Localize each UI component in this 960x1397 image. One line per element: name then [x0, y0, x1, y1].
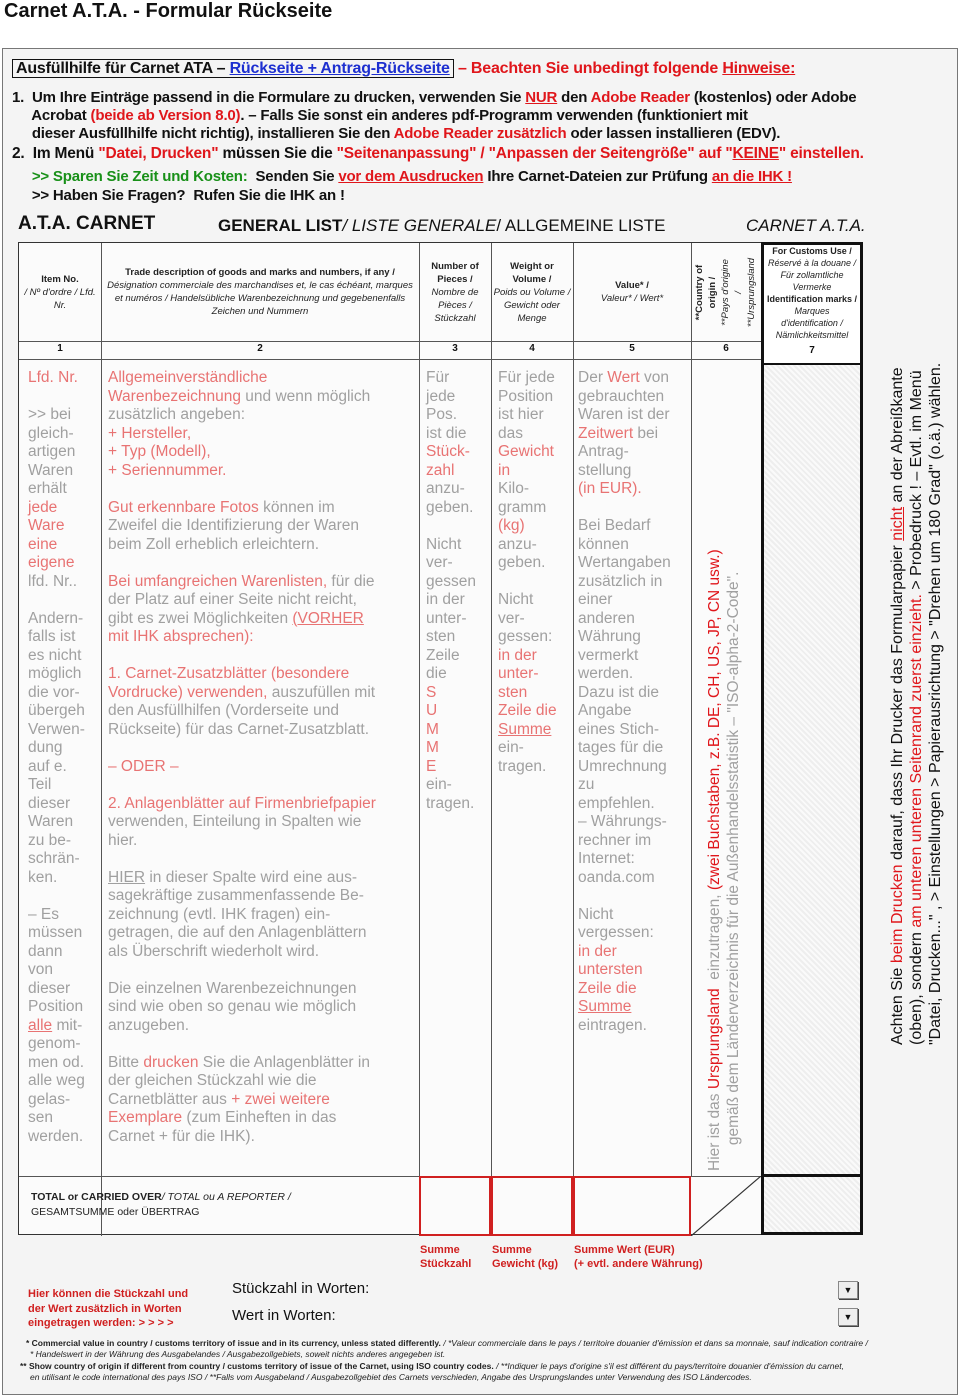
text-run: bei Antrag- stellung [578, 424, 659, 479]
text-run: "Seitenanpassung" / "Anpassen der Seitengröße" auf " [336, 145, 733, 162]
text-run: >> Haben Sie Fragen? Rufen Sie die IHK an ! [12, 187, 345, 204]
text-run: an die IHK ! [711, 168, 792, 185]
text: Trade description of goods and marks and numbers, if any / [125, 267, 395, 278]
sum-weight-label: Summe Gewicht (kg) [492, 1244, 559, 1270]
text-run: verwenden, Einteilung in Spalten wie hier. [108, 813, 362, 849]
footnote-2 [20, 1361, 844, 1371]
sum-pieces-label: Summe Stückzahl [420, 1244, 472, 1270]
printing-side-note [888, 363, 945, 1045]
text-run: Gut erkennbare Fotos [108, 498, 259, 516]
text-run: für die der Platz auf einer Seite nicht reicht, gibt es zwei Möglichkeiten [108, 572, 375, 627]
column-header-3 [419, 243, 491, 341]
instruction-item-2 [12, 145, 864, 163]
column-divider [491, 243, 492, 1236]
customs-use-column [761, 242, 863, 1235]
instruction-save-time [12, 168, 792, 186]
text-run: auszufüllen mit den Ausfüllhilfen (Vorderseite und Rückseite) für das Carnet-Zusatzblatt. [108, 683, 376, 738]
general-list-fr: / LISTE GENERALE [342, 216, 497, 235]
text-run: an der Abreißkante (oben), sondern [889, 367, 925, 1045]
text-run: Adobe Reader [590, 89, 690, 106]
pieces-in-words-dropdown[interactable] [838, 1281, 858, 1299]
text-run: – [453, 60, 471, 77]
text-run: eintragen. [578, 1016, 647, 1034]
instruction-item-1 [12, 89, 856, 143]
text-run: darauf, dass Ihr Drucker das Formularpapier [889, 540, 906, 865]
text-run: Kilo- gramm [498, 480, 547, 516]
text: Nombre de Pièces / Stückzahl [431, 286, 479, 324]
text-run: von gebrauchten Waren ist der [578, 369, 670, 423]
text-run: Für jede Pos. ist die [426, 369, 467, 442]
text: Réservé à la douane / Für zollamtliche Vermerke [767, 258, 857, 292]
text-run: in der untersten Zeile die [578, 942, 643, 997]
text-run: " einstellen. [778, 145, 864, 162]
text-run: Der [578, 369, 608, 386]
text-run: (kg) [498, 517, 525, 534]
footnote-1-de: * Handelswert in der Währung des Ausgabelandes / Ausgabezollgebiets, soweit nichts anderes angegeben ist. [30, 1349, 446, 1359]
total-label [31, 1190, 291, 1220]
general-list-table [18, 242, 862, 1235]
text-run: drucken [143, 1053, 199, 1071]
text: Number of Pieces / [431, 260, 479, 285]
total-value-field[interactable] [573, 1176, 691, 1236]
chevron-down-icon: ▼ [843, 1312, 853, 1322]
text-run: Achten Sie [889, 963, 906, 1045]
text-run: >> Sparen Sie Zeit und Kosten: [12, 168, 248, 185]
text-run: anzu- geben. Nicht ver- gessen: [498, 535, 553, 645]
column-2-help [108, 369, 418, 1146]
instruction-questions [12, 187, 345, 205]
column-divider [101, 243, 102, 1236]
text-run: einzutragen, [706, 890, 723, 989]
text: / Nº d'ordre / Lfd. Nr. [24, 286, 96, 311]
text-run: KEINE [732, 145, 779, 162]
column-1-help [28, 369, 100, 1146]
text: Poids ou Volume / Gewicht oder Menge [493, 286, 571, 324]
text-run: beim Drucken [889, 864, 906, 964]
column-header-5 [573, 243, 691, 341]
column-header-1 [19, 243, 101, 341]
column-number: 4 [529, 343, 535, 354]
text: **Country of origin / [694, 264, 719, 320]
general-list-title [218, 216, 666, 236]
text-run: S U M M E [426, 683, 439, 775]
text-run: Hier ist das [706, 1089, 723, 1171]
text-run: . – Falls Sie sonst ein anderes pdf-Programm verwenden (funktioniert mit dieser Ausfüllhilfe nicht richtig), installieren Sie den [31, 107, 748, 142]
column-header-2 [101, 243, 419, 341]
text-run: vor dem Ausdrucken [338, 168, 484, 185]
text: For Customs Use / [772, 246, 852, 256]
general-list-en: GENERAL LIST [218, 216, 343, 235]
page-title: Carnet A.T.A. - Formular Rückseite [4, 0, 333, 22]
row-divider [19, 341, 761, 342]
text-run: (zwei Buchstaben, z.B. DE, CH, US, JP, CN usw.) [706, 549, 723, 891]
column-5-help [578, 369, 690, 1035]
total-diagonal-line [691, 1176, 761, 1236]
carnet-title: A.T.A. CARNET [18, 213, 156, 234]
text-run: Ursprungsland [706, 988, 723, 1090]
text: **Pays d'origine / **Ursprungsland [720, 257, 758, 327]
text-run: > Probedruck ! – Evtl. im Menü "Datei, Drucken..." , > Einstellungen > Papierausrichtung > "Drehen um 180 Grad" (o.ä.) wählen. [908, 362, 944, 1045]
text-run: und wenn möglich zusätzlich angeben: [108, 387, 371, 423]
text: TOTAL or CARRIED OVER [31, 1191, 162, 1203]
text-run: "Datei, Drucken" [98, 145, 219, 162]
text-run: jede Ware eine eigene [28, 498, 75, 571]
column-number: 7 [809, 345, 815, 356]
text-run: 2. Anlagenblätter auf Firmenbriefpapier [108, 794, 376, 812]
total-weight-field[interactable] [491, 1176, 573, 1236]
column-header-4 [491, 243, 573, 341]
text-run: – ODER – [108, 757, 179, 775]
customs-total-field [764, 1174, 860, 1232]
text-run: ein- tragen. [426, 776, 475, 812]
text-run: (zum Einheften in das Carnet + für die IHK). [108, 1109, 337, 1145]
text-run: Hinweise: [722, 60, 796, 77]
column-divider [691, 243, 692, 1176]
text-run: 2. Im Menü [12, 145, 99, 162]
text-run: Bei umfangreichen Warenlisten, [108, 572, 328, 590]
words-hint: Hier können die Stückzahl und der Wert zusätzlich in Worten eingetragen werden: > > > > [28, 1288, 189, 1329]
text-run: in der unter- sten Zeile die [498, 646, 557, 719]
chevron-down-icon: ▼ [843, 1285, 853, 1295]
text-run: 1. Carnet-Zusatzblätter (besondere Vordrucke) verwenden, [108, 665, 350, 701]
text-run: ein- tragen. [498, 739, 547, 775]
value-in-words-label: Wert in Worten: [232, 1307, 336, 1324]
text: Weight or Volume / [510, 260, 554, 285]
text-run: Lfd. Nr. [28, 369, 78, 386]
text-run: Ihre Carnet-Dateien zur Prüfung [483, 168, 712, 185]
text-run: + zwei weitere Exemplare [108, 1090, 330, 1126]
column-number: 2 [257, 343, 263, 354]
sum-value-label: Summe Wert (EUR) (+ evtl. andere Währung) [574, 1244, 703, 1270]
carnet-ata-label: CARNET A.T.A. [746, 216, 866, 235]
column-header-7 [764, 245, 860, 341]
text-run: Summe [578, 998, 632, 1015]
column-number: 5 [629, 343, 635, 354]
text-run: Sie die Anlagenblätter in der gleichen Stückzahl wie die Carnetblätter aus [108, 1053, 370, 1108]
text: Value* / [615, 280, 649, 291]
text-run: Bei Bedarf können Wertangaben zusätzlich in einer anderen Währung vermerkt werden. Dazu ist die Angabe eines Stich- tages für die Umrechnung zu empfehlen. – Währungs- rechner im Internet: oanda.com Nicht vergessen: [578, 517, 671, 941]
text: Marques d'identification / Nämlichkeitsmittel [775, 306, 849, 340]
text-run: müssen Sie die [218, 145, 337, 162]
text-run: (kostenlos) oder Adobe Acrobat [31, 89, 857, 124]
text-run: (beide ab Version 8.0) [90, 107, 241, 124]
headline-prefix: Ausfüllhilfe für Carnet ATA – [16, 60, 230, 77]
text-run: + Hersteller, + Typ (Modell), + Seriennummer. [108, 424, 227, 479]
text-run: in dieser Spalte wird eine aus- sagekräftige zusammenfassende Be- zeichnung (evtl. IHK fragen) ein- getragen, die auf den Anlagenblättern als Überschrift wiederholt wird. Die einzelnen Warenbezeichnungen sind wie oben so genau wie möglich anzugeben. Bitte [108, 868, 367, 1071]
text-run: mit- genom- men od. alle weg gelas- sen werden. [28, 1016, 85, 1145]
text-run: Zeitwert [578, 424, 634, 442]
headline-warning [454, 60, 796, 77]
column-6-help [705, 549, 743, 1171]
column-4-help [498, 369, 572, 776]
text: / *Valeur commerciale dans le pays / territoire douanier d'émission et dans sa monnaie, sauf indication contraire / [440, 1338, 868, 1348]
text: / **Indiquer le pays d'origine s'il est différent du pays/territoire douanier d'émission du carnet, [493, 1361, 844, 1371]
footnote-1 [26, 1338, 868, 1348]
text-run: gemäß dem Länderverzeichnis für die Außenhandelsstatistik – "ISO-alpha-2-Code". [725, 571, 742, 1146]
headline-box [12, 59, 454, 78]
text-run: Für jede Position ist hier das [498, 369, 555, 442]
text-run: (in EUR). [578, 480, 642, 497]
column-number: 3 [452, 343, 458, 354]
footnote-2-de: en utilisant le code international des pays ISO / **Falls vom Ausgabeland / Ausgabezollgebiet des Carnets verschieden, Angabe des Ursprungslandes unter Verwendung des ISO Ländercodes. [30, 1372, 752, 1382]
text-run: Allgemeinverständliche Warenbezeichnung [108, 369, 268, 405]
row-divider [19, 359, 761, 360]
column-number: 1 [57, 343, 63, 354]
text-run: Adobe Reader zusätzlich [393, 125, 567, 142]
total-pieces-field[interactable] [419, 1176, 491, 1236]
column-3-help [426, 369, 490, 813]
text-run: lfd. Nr.. Andern- falls ist es nicht möglich die vor- übergeh Verwen- dung auf e. Teil dieser Waren zu be- schrän- ken. – Es müssen dann von dieser Position [28, 572, 85, 1015]
text-run: Beachten Sie unbedingt folgende [470, 60, 723, 77]
text-run: anzu- geben. Nicht ver- gessen in der unter- sten Zeile die [426, 480, 476, 682]
column-divider [573, 243, 574, 1236]
text-run: Stück- zahl [426, 443, 470, 479]
text-run: den [557, 89, 591, 106]
text-run: (VORHER [292, 609, 364, 627]
text-run: 1. Um Ihre Einträge passend in die Formulare zu drucken, verwenden Sie [12, 89, 526, 106]
text-run: NUR [525, 89, 558, 106]
text-run: oder lassen installieren (EDV). [566, 125, 781, 142]
text-run: Summe [498, 720, 552, 738]
text: Désignation commerciale des marchandises et, le cas échéant, marques et numéros / Handelsübliche Warenbezeichnung und gegebenenfalls Zeichen und Nummern [107, 280, 413, 317]
customs-use-field [764, 363, 860, 1174]
instructions-headline [12, 60, 795, 78]
text-run: Gewicht in [498, 443, 554, 479]
text: Item No. [41, 273, 79, 285]
text-run: Senden Sie [247, 168, 339, 185]
text: Identification marks / [766, 294, 858, 304]
text-run: können im Zweifel die Identifizierung der Waren beim Zoll erheblich erleichtern. [108, 498, 359, 553]
column-header-6 [691, 243, 761, 341]
text-run: mit IHK absprechen): [108, 628, 254, 645]
pieces-in-words-label: Stückzahl in Worten: [232, 1280, 370, 1297]
text: GESAMTSUMME oder ÜBERTRAG [31, 1206, 200, 1218]
text-run: alle [28, 1016, 53, 1034]
text-run: nicht [889, 506, 906, 541]
text: ** Show country of origin if different from country / customs territory of issue of the Carnet, using ISO country codes. [20, 1361, 494, 1371]
text-run: HIER [108, 868, 146, 886]
headline-link[interactable]: Rückseite + Antrag-Rückseite [229, 60, 450, 77]
text-run: am unteren unteren Seitenrand zuerst einzieht. [908, 594, 925, 928]
value-in-words-dropdown[interactable] [838, 1308, 858, 1326]
text: * Commercial value in country / customs territory of issue and in its currency, unless stated differently. [26, 1338, 441, 1348]
text: / TOTAL ou A REPORTER / [161, 1191, 291, 1203]
text-run: Wert [607, 369, 640, 386]
column-number: 6 [723, 343, 729, 354]
column-divider [419, 243, 420, 1236]
text-run: >> bei gleich- artigen Waren erhält [28, 406, 76, 497]
text: Valeur* / Wert* [600, 293, 664, 304]
general-list-de: / ALLGEMEINE LISTE [496, 216, 666, 235]
